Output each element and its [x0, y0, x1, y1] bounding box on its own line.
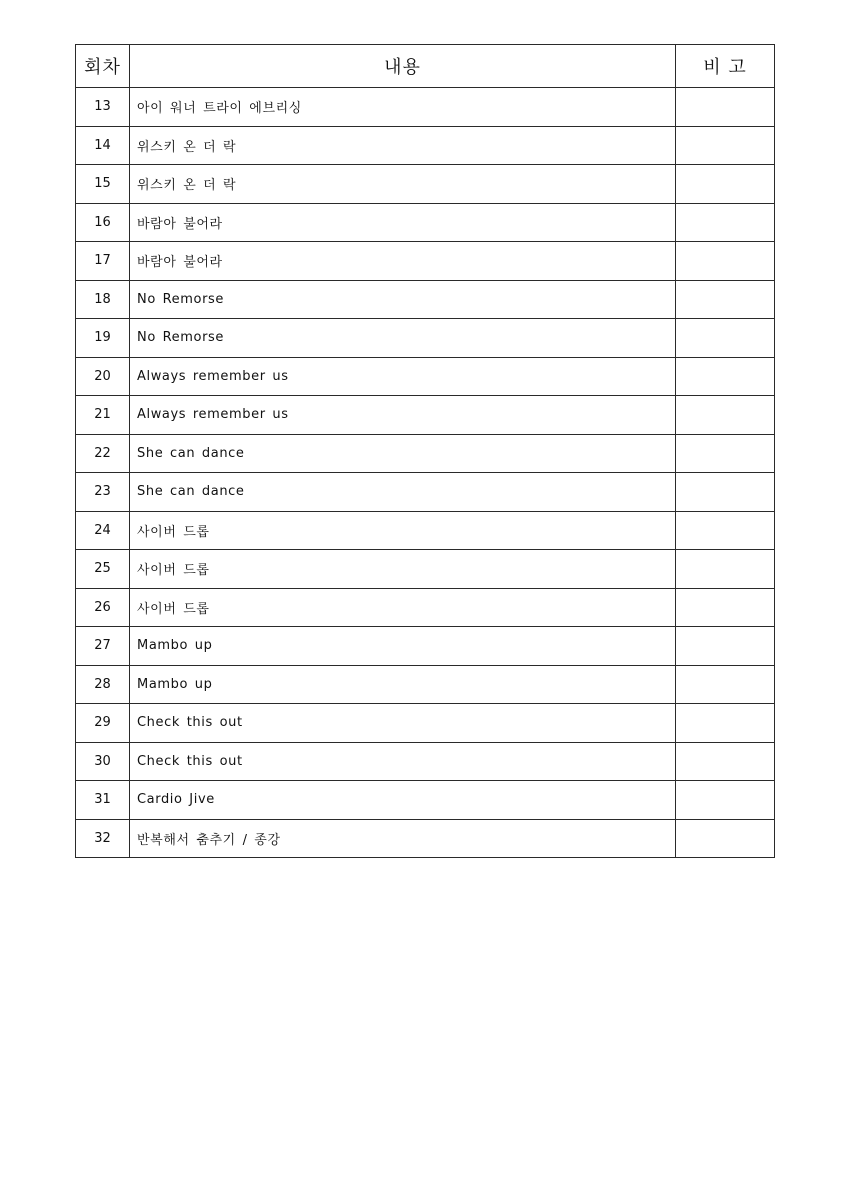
session-number-cell: 14 [76, 126, 130, 165]
note-cell [676, 627, 775, 666]
note-cell [676, 396, 775, 435]
content-cell: 위스키 온 더 락 [130, 165, 676, 204]
content-cell: Always remember us [130, 357, 676, 396]
content-cell: Check this out [130, 704, 676, 743]
table-row [76, 588, 775, 627]
table-row [76, 704, 775, 743]
content-cell: Check this out [130, 742, 676, 781]
header-session: 회차 [76, 45, 130, 88]
content-cell: 바람아 불어라 [130, 242, 676, 281]
content-cell: Cardio Jive [130, 781, 676, 820]
note-cell [676, 88, 775, 127]
content-cell: Mambo up [130, 665, 676, 704]
content-cell: She can dance [130, 473, 676, 512]
table-row [76, 357, 775, 396]
content-cell: 사이버 드롭 [130, 511, 676, 550]
content-cell: She can dance [130, 434, 676, 473]
note-cell [676, 588, 775, 627]
table-row [76, 511, 775, 550]
session-number-cell: 31 [76, 781, 130, 820]
table-row [76, 88, 775, 127]
table-row [76, 550, 775, 589]
note-cell [676, 319, 775, 358]
content-cell: 아이 워너 트라이 에브리싱 [130, 88, 676, 127]
session-number-cell: 28 [76, 665, 130, 704]
session-number-cell: 22 [76, 434, 130, 473]
session-number-cell: 13 [76, 88, 130, 127]
content-cell: 반복해서 춤추기 / 종강 [130, 819, 676, 858]
session-number-cell: 16 [76, 203, 130, 242]
table-row [76, 434, 775, 473]
schedule-table [75, 44, 775, 858]
content-cell: Mambo up [130, 627, 676, 666]
session-number-cell: 17 [76, 242, 130, 281]
table-row [76, 781, 775, 820]
content-cell: No Remorse [130, 319, 676, 358]
session-number-cell: 27 [76, 627, 130, 666]
table-row [76, 665, 775, 704]
content-cell: No Remorse [130, 280, 676, 319]
content-cell: 사이버 드롭 [130, 588, 676, 627]
session-number-cell: 21 [76, 396, 130, 435]
note-cell [676, 434, 775, 473]
header-content: 내용 [130, 45, 676, 88]
note-cell [676, 665, 775, 704]
header-row [76, 45, 775, 88]
content-cell: 사이버 드롭 [130, 550, 676, 589]
table-row [76, 396, 775, 435]
note-cell [676, 819, 775, 858]
table-row [76, 319, 775, 358]
session-number-cell: 32 [76, 819, 130, 858]
content-cell: 위스키 온 더 락 [130, 126, 676, 165]
session-number-cell: 23 [76, 473, 130, 512]
session-number-cell: 24 [76, 511, 130, 550]
note-cell [676, 473, 775, 512]
note-cell [676, 742, 775, 781]
note-cell [676, 511, 775, 550]
table-row [76, 280, 775, 319]
note-cell [676, 126, 775, 165]
table-row [76, 165, 775, 204]
note-cell [676, 203, 775, 242]
table-body [76, 88, 775, 858]
note-cell [676, 357, 775, 396]
header-note: 비 고 [676, 45, 775, 88]
note-cell [676, 781, 775, 820]
content-cell: Always remember us [130, 396, 676, 435]
note-cell [676, 242, 775, 281]
note-cell [676, 550, 775, 589]
table-row [76, 627, 775, 666]
table-row [76, 819, 775, 858]
note-cell [676, 280, 775, 319]
session-number-cell: 30 [76, 742, 130, 781]
table-row [76, 242, 775, 281]
session-number-cell: 19 [76, 319, 130, 358]
table-row [76, 473, 775, 512]
note-cell [676, 165, 775, 204]
content-cell: 바람아 불어라 [130, 203, 676, 242]
session-number-cell: 15 [76, 165, 130, 204]
session-number-cell: 26 [76, 588, 130, 627]
table-row [76, 203, 775, 242]
session-number-cell: 18 [76, 280, 130, 319]
session-number-cell: 20 [76, 357, 130, 396]
table-row [76, 742, 775, 781]
session-number-cell: 29 [76, 704, 130, 743]
session-number-cell: 25 [76, 550, 130, 589]
note-cell [676, 704, 775, 743]
table-row [76, 126, 775, 165]
